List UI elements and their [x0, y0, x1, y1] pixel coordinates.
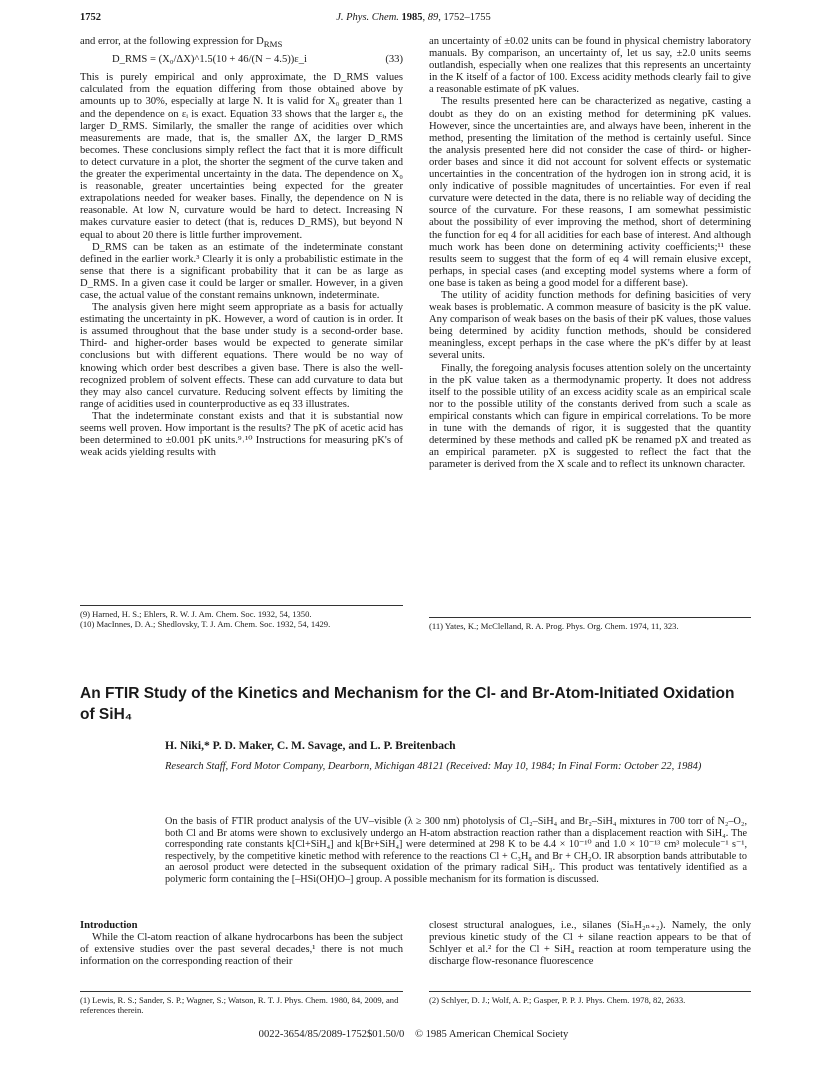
footnote: (1) Lewis, R. S.; Sander, S. P.; Wagner, S.; Watson, R. T. J. Phys. Chem. 1980, 84, 2009, and references therein.: [80, 995, 399, 1016]
journal-name: J. Phys. Chem.: [336, 12, 399, 23]
page-footer: [80, 1029, 747, 1040]
left-intro-line: and error, at the following expression for $D_{RMS}$: [80, 36, 283, 50]
footer-code: 0022-3654/85/2089-1752$01.50/0: [258, 1029, 405, 1040]
journal-pages: 1752–1755: [443, 12, 491, 23]
footnote: (2) Schlyer, D. J.; Wolf, A. P.; Gasper, P. P. J. Phys. Chem. 1978, 82, 2633.: [429, 995, 686, 1005]
journal-reference: J. Phys. Chem. 1985, 89, 1752–1755: [336, 12, 491, 23]
footnote: (10) MacInnes, D. A.; Shedlovsky, T. J. Am. Chem. Soc. 1932, 54, 1429.: [80, 619, 331, 630]
footnotes-bottom-left: [80, 991, 403, 1015]
article-authors: H. Niki,* P. D. Maker, C. M. Savage, and L. P. Breitenbach: [165, 739, 456, 752]
paragraph: The utility of acidity function methods for defining basicities of very weak bases is problematic. A common measure of basicity is the pK value. Any comparison of weak bases on the basis of their pK values, those values being determined by acidity function methods, should be considered meaningless, except perhaps in the case where the pK's differ by at least several units.: [429, 289, 751, 362]
journal-volume: 89: [427, 12, 439, 23]
paragraph: The analysis given here might seem appropriate as a basis for actually estimating the uncertainty in pK. However, a word of caution is in order. It is assumed throughout that the base under study is a second-order base. Third- and higher-order bases would be expected to generate similar conclusions but with different equations. There would be no way of knowing which order best describes a given base. There is also the well-recognized problem of solvent effects. These can add curvature to data but they may also cancel curvature. Reducing solvent effects by limiting the range of acidities used in counterproductive as eq 33 illustrates.: [80, 302, 403, 410]
paragraph: While the Cl-atom reaction of alkane hydrocarbons has been the subject of extensive studies over the past several decades,¹ there is not much information on the corresponding reaction of their: [80, 932, 403, 968]
footnotes-right: [429, 617, 751, 631]
paragraph: an uncertainty of ±0.02 units can be found in physical chemistry laboratory manuals. By comparison, an uncertainty of, let us say, ±2.0 units seems outlandish, especially when one realizes that this represents an uncertainty in the K itself of a factor of 100. Excess acidity methods clearly fail to give a reasonable estimate of pK values.: [429, 36, 751, 96]
article-abstract: On the basis of FTIR product analysis of the UV–visible (λ ≥ 300 nm) photolysis of Cl₂–SiH₄ and Br₂–SiH₄ mixtures in 700 torr of N₂–O₂, both Cl and Br atoms were shown to exclusively undergo an H-atom abstraction reaction rather than a displacement reaction with SiH₄. The corresponding rate constants k[Cl+SiH₄] and k[Br+SiH₄] were determined at 298 K to be 4.4 × 10⁻¹⁰ and 1.0 × 10⁻¹³ cm³ molecule⁻¹ s⁻¹, respectively, by the competitive kinetic method with reference to the reactions Cl + C₃H₈ and Br + CH₂O. IR absorption bands attributable to an aerosol product were detected in the subsequent oxidation of the primary radical SiH₃. This product was tentatively identified as a polymeric form containing the [–HSi(OH)O–] group. A possible mechanism for its formation is discussed.: [165, 816, 747, 885]
footnotes-left: [80, 605, 403, 629]
introduction-right: [429, 920, 751, 968]
equation-33: [112, 54, 403, 66]
article-title: An FTIR Study of the Kinetics and Mechanism for the Cl- and Br-Atom-Initiated Oxidation of SiH₄: [80, 685, 735, 723]
equation-body: D_RMS = (X₀/ΔX)^1.5(10 + 46/(N − 4.5))ε_i: [112, 54, 307, 66]
footnote: (9) Harned, H. S.; Ehlers, R. W. J. Am. Chem. Soc. 1932, 54, 1350.: [80, 609, 312, 619]
paragraph: That the indeterminate constant exists and that it is substantial now seems well proven. How important is the results? The pK of acetic acid has been determined to ±0.001 pK units.⁹˒¹⁰ Instructions for measuring pK's of weak acids yielding results with: [80, 410, 403, 459]
right-column: [429, 36, 751, 471]
paragraph: The results presented here can be characterized as negative, casting a doubt as they do on an existing method for determining pK values. However, since the uncertainties are, and always have been, inherent in the method, presenting the limitation of the method is certainly useful. Since the analysis presented here did not consider the case of third- or higher-order bases and since it did not account for solvent effects or systematic uncertainties in the concentration of the hydrogen ion in strong acid, it is only indicative of possible magnitudes of uncertainties. For even if real curvature were detected in the data, there is no reliable way of deciding the source of the curvature. For these reasons, I am somewhat pessimistic about the possibility of ever improving the method, short of determining the function for eq 4 for all acidities for each base of interest. And although much work has been done on determining activity coefficients;¹¹ these results seem to suggest that the form of eq 4 will remain elusive except, perhaps, in special cases (and excepting model systems where a form of one base is taken as being a good model for a different base).: [429, 96, 751, 289]
page-number: 1752: [80, 12, 101, 23]
footer-copyright: © 1985 American Chemical Society: [414, 1029, 569, 1040]
footnotes-bottom-right: [429, 991, 751, 1005]
running-header: [80, 12, 747, 28]
left-column: [80, 36, 403, 459]
paragraph: closest structural analogues, i.e., silanes (SiₙH₂ₙ₊₂). Namely, the only previous kinetic study of the Cl + silane reaction appears to be that of Schlyer et al.² for the Cl + SiH₄ reaction at room temperature using the discharge flow-resonance fluorescence: [429, 920, 751, 968]
paragraph: D_RMS can be taken as an estimate of the indeterminate constant defined in the earlier work.³ Clearly it is only a probabilistic estimate in the sense that there is a significant probability that it can be as large as D_RMS. In a given case it could be larger or smaller. However, in a given case, the actual value of the constant remains unknown, indeterminate.: [80, 241, 403, 301]
section-heading: Introduction: [80, 920, 138, 931]
paragraph: This is purely empirical and only approximate, the D_RMS values calculated from the equation differing from those obtained above by amounts up to 30%, especially at large N. It is valid for X₀ greater than 1 and the dependence on εᵢ is exact. Equation 33 shows that the larger εᵢ, the larger D_RMS. Similarly, the smaller the range of acidities over which measurements are made, that is, the smaller ΔX, the larger D_RMS becomes. These conclusions simply reflect the fact that it is more difficult to detect curvature in a plot, the shorter the segment of the curve taken and the greater the experimental uncertainty in the data. The dependence on X₀ is reasonable, greater uncertainties being expected for the greater extrapolations needed for weaker bases. Finally, the dependence on N is reasonable. At low N, curvature would be hard to detect. Increasing N makes curvature easier to detect (that is, reduces D_RMS), but beyond N equal to about 20 there is little further improvement.: [80, 72, 403, 241]
footnote: (11) Yates, K.; McClelland, R. A. Prog. Phys. Org. Chem. 1974, 11, 323.: [429, 621, 679, 631]
paragraph: Finally, the foregoing analysis focuses attention solely on the uncertainty in the pK value taken as a thermodynamic property. It does not address itself to the possible utility of an excess acidity scale as an empirical scale nor to the possible utility of the constants derived from such a scale as empirical constants which can figure in empirical correlations. To be more in tune with the demands of rigor, it is suggested that the quantity determined by these methods and called pK be renamed pX and treated as an empirical parameter. pX is suggested to reflect the fact that the parameter is derived from the X scale and to reflect its unknown character.: [429, 362, 751, 471]
journal-year: 1985: [401, 12, 423, 23]
equation-number: (33): [385, 54, 403, 66]
article-affiliation: Research Staff, Ford Motor Company, Dearborn, Michigan 48121 (Received: May 10, 1984; In Final Form: October 22, 1984): [165, 761, 702, 772]
introduction-left: [80, 920, 403, 968]
